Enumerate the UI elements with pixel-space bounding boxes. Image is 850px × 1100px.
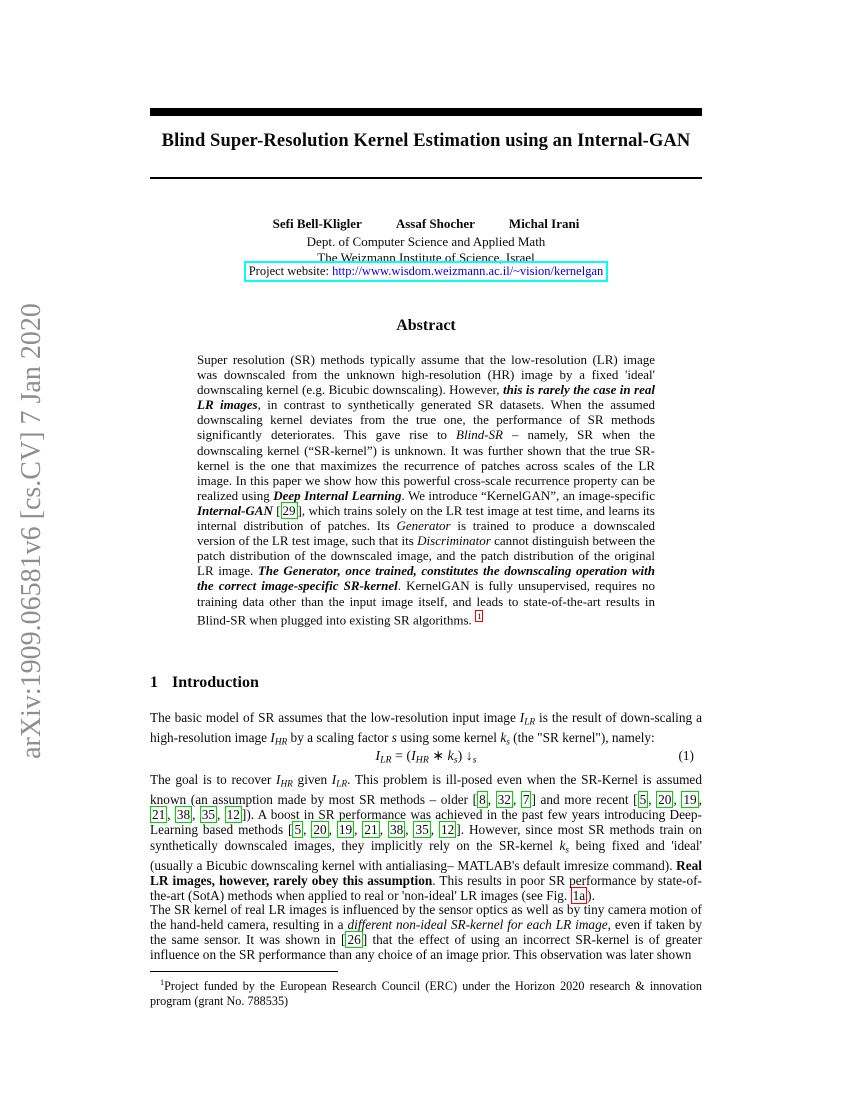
text-segment: I — [519, 710, 525, 725]
text-segment: , — [698, 792, 702, 808]
text-segment: , — [487, 792, 496, 808]
text-segment: The basic model of SR assumes that the low-resolution input image — [150, 710, 520, 725]
citation-link[interactable]: 26 — [347, 932, 361, 948]
project-website-link[interactable]: http://www.wisdom.weizmann.ac.il/~vision/kernelgan — [332, 264, 604, 278]
text-segment: I — [375, 749, 381, 764]
text-segment: I — [411, 749, 416, 764]
text-segment: . KernelGAN is fully unsupervised, requires no training data other than the input image itself, and leads to state-of-the-art results in Blind-SR when plugged into existing SR algorithms. — [197, 578, 655, 627]
text-segment: by a scaling factor — [287, 730, 392, 746]
text-segment: I — [276, 772, 281, 787]
citation-link[interactable]: 29 — [282, 502, 296, 518]
text-segment: The SR kernel of real LR images is influenced by the sensor optics as well as by tiny camera motion of the hand-held camera, resulting in a — [150, 902, 702, 933]
text-segment: Real LR images, however, rarely obey this assumption — [150, 857, 702, 888]
footnote-rule — [150, 971, 338, 972]
author-name: Sefi Bell-Kligler — [272, 216, 362, 231]
text-segment: different non-ideal SR-kernel for each LR image — [347, 917, 608, 933]
internal-ref-link[interactable]: 1 — [477, 610, 482, 621]
section-title: Introduction — [172, 674, 259, 691]
section-heading-introduction — [150, 674, 702, 692]
text-segment: k — [500, 730, 507, 746]
citation-link[interactable]: 20 — [313, 822, 327, 838]
citation-link[interactable]: 21 — [364, 822, 378, 838]
citation-link[interactable]: 20 — [658, 792, 672, 808]
intro-paragraph-2 — [150, 772, 702, 903]
text-segment: k — [447, 749, 454, 764]
text-segment: Generator — [396, 518, 451, 534]
text-segment: cannot distinguish between the patch distribution of the downscaled image, and the patch distribution of the original LR image. — [197, 533, 655, 579]
text-segment: Internal-GAN — [197, 502, 273, 518]
text-segment: s — [472, 754, 477, 766]
equation-1 — [150, 748, 702, 765]
text-segment: Project funded by the European Research Council (ERC) under the Horizon 2020 research & innovation program (grant No. 788535) — [150, 979, 702, 1008]
footnote-text — [150, 976, 702, 1008]
text-segment: is the result of down-scaling a high-resolution image — [150, 710, 703, 746]
text-segment: given — [292, 772, 332, 787]
text-segment: this is rarely the case in real LR images — [197, 382, 655, 413]
text-segment: LR — [524, 717, 536, 728]
text-segment: HR — [415, 754, 429, 766]
text-segment: ) ↓ — [457, 749, 473, 764]
citation-link[interactable]: 32 — [497, 792, 511, 808]
equation-number: (1) — [678, 748, 694, 763]
text-segment: , — [167, 807, 175, 823]
title-rule-bottom — [150, 177, 702, 179]
text-segment: LR — [336, 779, 348, 790]
text-segment: , — [354, 822, 363, 838]
text-segment: Discriminator — [417, 533, 491, 549]
text-segment: s — [565, 844, 570, 855]
text-segment: , — [405, 822, 414, 838]
text-segment: The Generator, once trained, constitutes the downscaling operation with the correct image-specific SR-kernel — [197, 563, 655, 594]
abstract-paragraph — [197, 352, 655, 627]
text-segment: k — [559, 837, 566, 853]
citation-link[interactable]: 7 — [522, 792, 530, 808]
text-segment: . We introduce “KernelGAN”, an image-specific — [401, 487, 656, 503]
text-segment: I — [331, 772, 337, 787]
text-segment: , even if taken by the same sensor. It was shown in [ — [150, 917, 702, 948]
text-segment: The goal is to recover — [150, 772, 277, 787]
text-segment: LR — [380, 754, 392, 766]
author-block — [150, 216, 702, 232]
abstract-heading: Abstract — [396, 317, 456, 334]
text-segment: s — [391, 730, 397, 746]
text-segment: , in contrast to synthetically generated SR datasets. When the assumed downscaling kernel deviates from the true one, the performance of SR methods significantly deteriorates. This gave rise to — [197, 397, 655, 443]
text-segment: using some kernel — [396, 730, 501, 746]
text-segment: , — [192, 807, 200, 823]
author-name: Michal Irani — [508, 216, 580, 231]
equation-body — [375, 749, 476, 764]
arxiv-watermark: arXiv:1909.06581v6 [cs.CV] 7 Jan 2020 — [16, 303, 47, 759]
citation-link[interactable]: 19 — [683, 792, 697, 808]
project-website-row — [150, 261, 702, 282]
text-segment: ]. However, since most SR methods train on synthetically downscaled images, they implicitly rely on the SR-kernel — [150, 822, 703, 853]
project-website-box — [244, 261, 609, 282]
citation-link[interactable]: 38 — [389, 822, 404, 838]
text-segment: , — [673, 792, 682, 808]
text-segment: , — [648, 792, 657, 808]
text-segment: being fixed and 'ideal' (usually a Bicubic downscaling kernel with antialiasing– MATLAB's default imresize command). — [150, 837, 702, 873]
citation-link[interactable]: 12 — [441, 822, 455, 838]
internal-ref-link[interactable]: 1a — [572, 887, 586, 903]
text-segment: ]). A boost in SR performance was achieved in the past few years introducing Deep-Learning based methods [ — [150, 807, 702, 838]
author-name: Assaf Shocher — [395, 216, 475, 231]
citation-link[interactable]: 8 — [479, 792, 486, 808]
text-segment: Blind-SR — [456, 427, 503, 443]
project-website-label: Project website: — [248, 264, 333, 278]
text-segment: ], which trains solely on the LR test image at test time, and learns its internal distribution of patches. Its — [197, 502, 655, 534]
affiliation-line: The Weizmann Institute of Science, Israel — [317, 250, 535, 265]
text-segment: [ — [272, 502, 281, 518]
title-rule-top — [150, 108, 702, 116]
citation-link[interactable]: 5 — [639, 792, 647, 808]
text-segment: is trained to produce a downscaled version of the LR test image, such that its — [197, 518, 655, 549]
text-segment: , — [379, 822, 388, 838]
text-segment: ] that the effect of using an incorrect SR-kernel is of greater influence on the SR performance than any choice of an image prior. This observation was later shown — [150, 932, 702, 963]
text-segment: . This results in poor SR performance by state-of-the-art (SotA) methods when applied to real or 'non-ideal' LR images (see Fig. — [150, 872, 702, 903]
text-segment: s — [506, 737, 510, 748]
text-segment: , — [217, 807, 225, 823]
affiliation-line: Dept. of Computer Science and Applied Math — [306, 234, 546, 249]
citation-link[interactable]: 21 — [152, 807, 166, 823]
text-segment: Super resolution (SR) methods typically assume that the low-resolution (LR) image was downscaled from the unknown high-resolution (HR) image by a fixed 'ideal' downscaling kernel (e.g. Bicubic downscaling). However, — [197, 352, 655, 398]
text-segment: , — [328, 822, 337, 838]
text-segment: HR — [274, 737, 288, 748]
text-segment: I — [270, 730, 275, 746]
text-segment: , — [512, 792, 521, 808]
paper-title: Blind Super-Resolution Kernel Estimation using an Internal-GAN — [161, 131, 691, 151]
text-segment: 1 — [160, 978, 165, 987]
citation-link[interactable]: 5 — [294, 822, 302, 838]
intro-paragraph-3 — [150, 902, 702, 962]
citation-link[interactable]: 12 — [226, 807, 240, 823]
text-segment: . This problem is ill-posed even when the SR-Kernel is assumed known (an assumption made by most SR methods – older [ — [150, 772, 702, 808]
text-segment: = ( — [391, 749, 412, 764]
intro-paragraph-1 — [150, 710, 702, 751]
text-segment: ∗ — [428, 749, 448, 764]
text-segment: ). — [587, 887, 595, 903]
section-number: 1 — [150, 674, 158, 691]
text-segment: HR — [280, 779, 293, 790]
citation-link[interactable]: 19 — [338, 822, 353, 838]
text-segment: , — [303, 822, 312, 838]
citation-link[interactable]: 35 — [201, 807, 216, 823]
text-segment: Deep Internal Learning — [273, 487, 402, 503]
text-segment: (the "SR kernel"), namely: — [509, 730, 655, 746]
text-segment: – namely, SR when the downscaling kernel (“SR-kernel”) is unknown. It was further shown that the true SR-kernel is the one that maximizes the recurrence of patches across scales of the LR image. In this paper we show how this powerful cross-scale recurrence property can be realized using — [197, 427, 655, 503]
citation-link[interactable]: 35 — [415, 822, 429, 838]
text-segment: ] and more recent [ — [531, 792, 638, 808]
citation-link[interactable]: 38 — [176, 807, 191, 823]
text-segment: , — [430, 822, 439, 838]
text-segment: s — [453, 754, 458, 766]
